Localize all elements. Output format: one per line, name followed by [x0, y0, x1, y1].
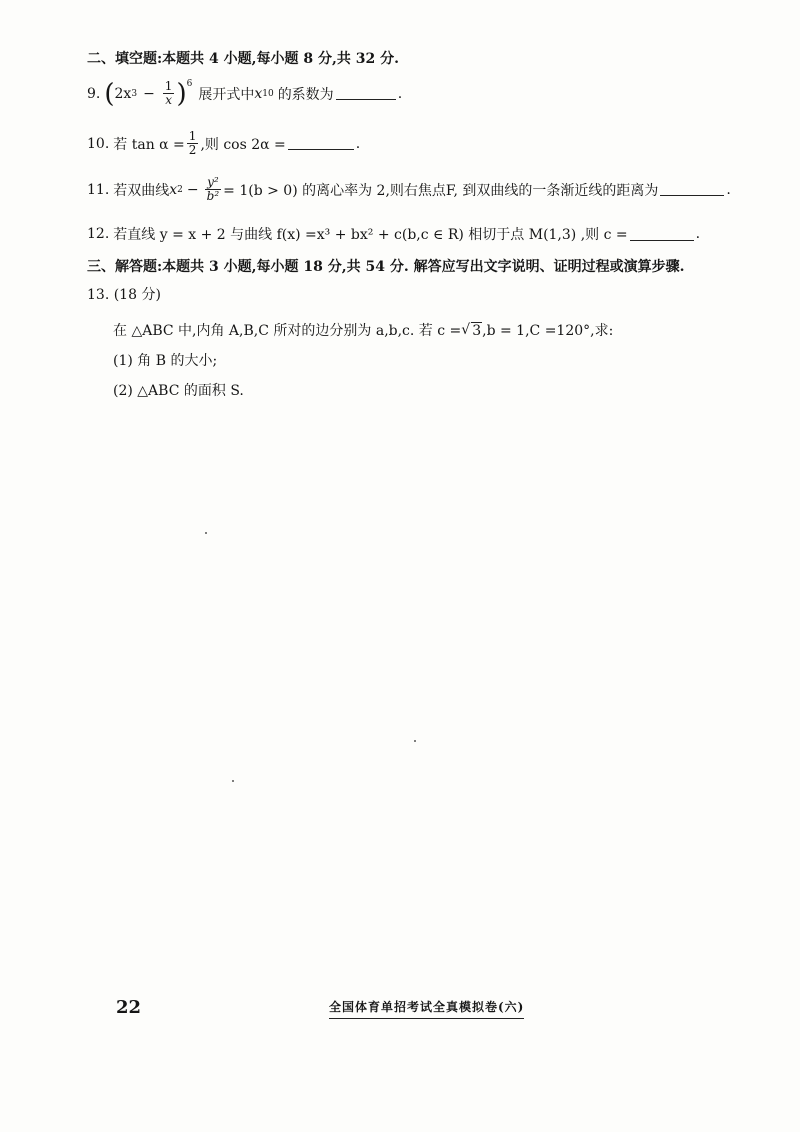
scan-speck: [205, 532, 207, 534]
question-12: [87, 224, 700, 244]
q9-outer-exponent: 6: [186, 78, 193, 89]
q9-text-b: 的系数为: [277, 86, 334, 103]
q11-x: x: [169, 181, 178, 198]
question-13-part-1: (1) 角 B 的大小;: [113, 353, 218, 369]
scan-speck: [232, 780, 234, 782]
sqrt-symbol: √: [461, 322, 471, 338]
q11-fraction-numerator: y²: [207, 175, 219, 189]
question-13-label: 13. (18 分): [87, 287, 161, 303]
question-13-stem: [113, 320, 613, 340]
q9-answer-blank[interactable]: [336, 87, 396, 100]
right-paren: ): [176, 78, 187, 109]
q9-fraction: [163, 80, 175, 107]
q9-fraction-denominator: x: [165, 93, 172, 107]
q9-variable-exponent: 10: [262, 88, 274, 99]
section-2-heading: 二、填空题:本题共 4 小题,每小题 8 分,共 32 分.: [87, 51, 399, 67]
q9-text-a: 展开式中: [198, 86, 255, 103]
q11-text-a: 若双曲线: [113, 182, 170, 199]
q11-text-b: = 1(b > 0) 的离心率为 2,则右焦点F, 到双曲线的一条渐近线的距离为: [223, 182, 659, 199]
question-9: [87, 80, 402, 107]
question-9-number: 9.: [87, 85, 101, 102]
q9-fraction-numerator: 1: [164, 79, 173, 93]
q11-answer-blank[interactable]: [660, 183, 724, 196]
scan-speck: [414, 740, 416, 742]
q11-fraction-denominator: b²: [206, 189, 220, 203]
q9-term-a-exponent: 3: [131, 88, 138, 99]
q11-fraction: [205, 176, 222, 203]
q9-term-a: 2x: [114, 85, 132, 102]
q11-end: .: [726, 181, 731, 198]
q10-text-b: ,则 cos 2α =: [200, 136, 286, 153]
q10-fraction: [187, 130, 199, 157]
q11-minus: −: [186, 181, 199, 198]
question-10: [87, 130, 360, 157]
q10-answer-blank[interactable]: [288, 137, 354, 150]
question-11: [87, 176, 731, 203]
q13-stem-a: 在 △ABC 中,内角 A,B,C 所对的边分别为 a,b,c. 若 c =: [113, 323, 462, 339]
q13-stem-b: ,b = 1,C =120°,求:: [482, 323, 614, 339]
q10-text-a: 若 tan α =: [113, 136, 185, 153]
q9-minus: −: [143, 85, 155, 102]
q9-end: .: [397, 85, 403, 102]
q12-text: 若直线 y = x + 2 与曲线 f(x) =x³ + bx² + c(b,c ∈ R) 相切于点 M(1,3) ,则 c =: [113, 227, 628, 243]
q12-end: .: [695, 226, 701, 242]
q13-sqrt-value: 3: [472, 322, 482, 339]
q11-x-exponent: 2: [177, 184, 183, 195]
page-number: 22: [116, 997, 142, 1018]
section-3-heading: 三、解答题:本题共 3 小题,每小题 18 分,共 54 分. 解答应写出文字说明、证明过程或演算步骤.: [87, 259, 685, 275]
question-11-number: 11.: [87, 181, 110, 198]
footer-title: 全国体育单招考试全真模拟卷(六): [329, 998, 524, 1019]
question-10-number: 10.: [87, 135, 110, 152]
question-12-number: 12.: [87, 226, 110, 242]
q10-end: .: [355, 135, 361, 152]
q12-answer-blank[interactable]: [630, 228, 694, 241]
left-paren: (: [104, 78, 115, 109]
question-13-part-2: (2) △ABC 的面积 S.: [113, 383, 244, 399]
q10-fraction-denominator: 2: [188, 143, 197, 157]
q9-variable: x: [254, 85, 263, 102]
q10-fraction-numerator: 1: [188, 129, 197, 143]
